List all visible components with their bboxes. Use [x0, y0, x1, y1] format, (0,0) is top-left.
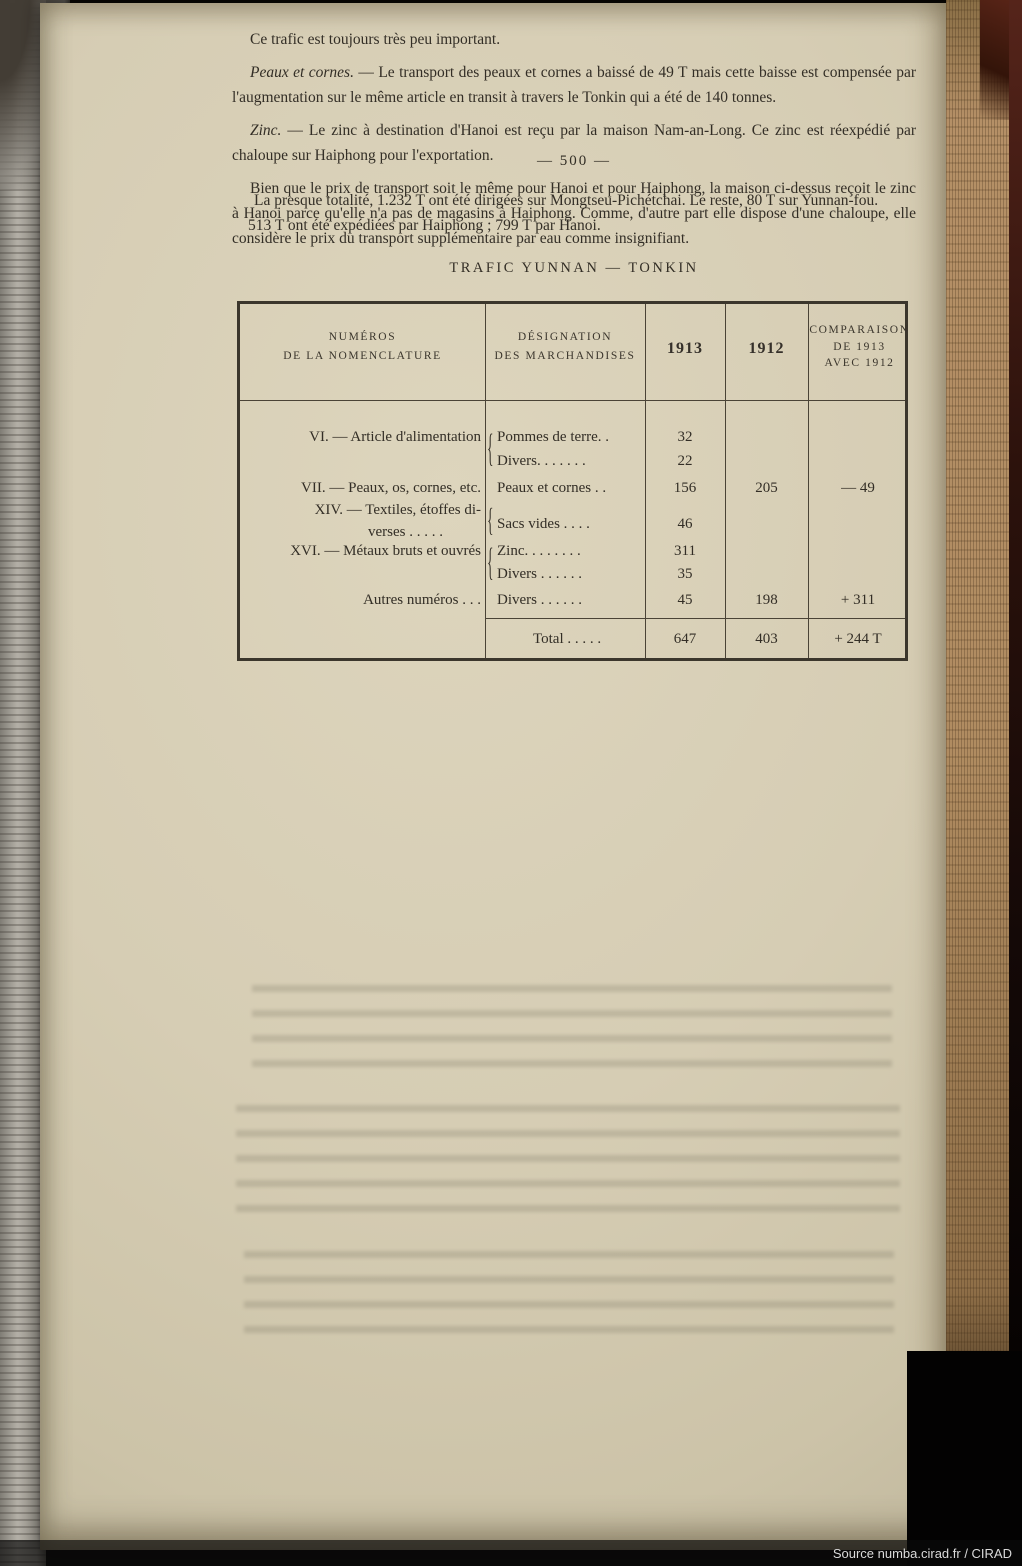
cell-designation: Zinc. . . . . . . .: [497, 543, 581, 559]
book-cover-edge: [1009, 0, 1022, 1566]
intro-paragraph: La presque totalité, 1.232 T ont été dirigées sur Mongtseu-Pichétchai. Le reste, 80 T sur Yunnan-fou.: [254, 192, 879, 209]
body-paragraph: Bien que le prix de transport soit le même pour Hanoi et pour Haiphong, la maison ci-dessus reçoit le zinc à Hanoi parce qu'elle n'a pas de magasins à Haiphong. Comme, d'autre part elle dispose d'une chaloupe, elle considère le prix du transport supplémentaire par eau comme insignifiant.: [232, 180, 916, 247]
paragraph-text: — Le transport des peaux et cornes a baissé de 49 T mais cette baisse est compensée par l'augmentation sur le même article en transit à travers le Tonkin qui a été de 140 tonnes.: [232, 64, 916, 106]
page-number: — 500 —: [537, 153, 611, 169]
cell-designation: Divers. . . . . . .: [497, 453, 586, 469]
paragraph-lead: Peaux et cornes.: [250, 64, 354, 81]
cell-designation: Peaux et cornes . .: [497, 480, 607, 496]
body-paragraph-peaux: [232, 60, 916, 110]
header-year-1912: 1912: [748, 340, 785, 357]
cell-designation: Sacs vides . . . .: [497, 516, 590, 532]
header-line: DES MARCHANDISES: [494, 350, 636, 362]
cell-nomenclature: Autres numéros . . .: [363, 592, 481, 608]
cell-1913: 311: [674, 543, 696, 559]
cell-1913: 35: [677, 566, 693, 582]
cell-1913: 22: [677, 453, 693, 469]
book-fore-edge: [946, 0, 1010, 1500]
cell-nomenclature: verses . . . . .: [368, 524, 443, 540]
paragraph-text: — Le zinc à destination d'Hanoi est reçu par la maison Nam-an-Long. Ce zinc est réexpédié par chaloupe sur Haiphong pour l'exportation.: [232, 122, 916, 164]
source-caption: Source numba.cirad.fr / CIRAD: [832, 1545, 1012, 1561]
cell-1913: 156: [673, 480, 697, 496]
cell-total-label: Total . . . . .: [533, 631, 602, 647]
table-header-rule: [240, 400, 905, 401]
header-nomenclature: [240, 328, 485, 366]
table-title: TRAFIC YUNNAN — TONKIN: [449, 260, 699, 276]
paragraph-lead: Zinc.: [250, 122, 282, 139]
cell-1912: 205: [755, 480, 778, 496]
header-line: DE LA NOMENCLATURE: [283, 350, 442, 362]
brace-icon: {: [487, 544, 494, 586]
bleed-through-text: [236, 1105, 900, 1227]
cell-comparison: — 49: [841, 480, 875, 496]
intro-paragraph: 513 T ont été expédiées par Haiphong ; 799 T par Hanoi.: [248, 217, 601, 234]
cell-designation: Divers . . . . . .: [497, 592, 582, 608]
table-total-rule: [485, 618, 905, 619]
cell-nomenclature: XVI. — Métaux bruts et ouvrés: [290, 543, 481, 559]
intro-paragraphs: [232, 188, 916, 238]
document-page: [40, 3, 948, 1550]
body-paragraph: Ce trafic est toujours très peu important.: [250, 31, 501, 48]
brace-icon: {: [487, 504, 494, 540]
cell-total-comparison: + 244 T: [834, 631, 882, 647]
background-dark-corner: [907, 1351, 1022, 1566]
cell-nomenclature: VI. — Article d'alimentation: [309, 429, 481, 445]
cell-comparison: + 311: [840, 592, 876, 608]
cell-1913: 46: [677, 516, 693, 532]
header-line: AVEC 1912: [824, 357, 895, 369]
header-line: DÉSIGNATION: [517, 331, 613, 343]
cell-total-1913: 647: [673, 631, 697, 647]
cell-1913: 45: [677, 592, 693, 608]
header-line: COMPARAISON: [809, 324, 910, 336]
source-bar: [0, 1540, 1022, 1566]
bleed-through-text: [244, 1251, 894, 1339]
cell-designation: Pommes de terre. .: [497, 429, 610, 445]
cell-nomenclature: VII. — Peaux, os, cornes, etc.: [301, 480, 481, 496]
header-designation: [485, 328, 645, 366]
brace-icon: {: [487, 430, 494, 472]
cell-total-1912: 403: [755, 631, 778, 647]
header-year-1913: 1913: [667, 340, 703, 357]
cell-1913: 32: [677, 429, 693, 445]
header-comparison: [808, 322, 911, 372]
cell-designation: Divers . . . . . .: [497, 566, 582, 582]
page-content-top: [232, 153, 916, 661]
header-line: NUMÉROS: [328, 331, 397, 343]
header-line: DE 1913: [833, 340, 886, 353]
traffic-table: [237, 301, 908, 661]
bleed-through-text: [252, 985, 892, 1083]
cell-nomenclature: XIV. — Textiles, étoffes di-: [314, 502, 481, 518]
cell-1912: 198: [755, 592, 778, 608]
